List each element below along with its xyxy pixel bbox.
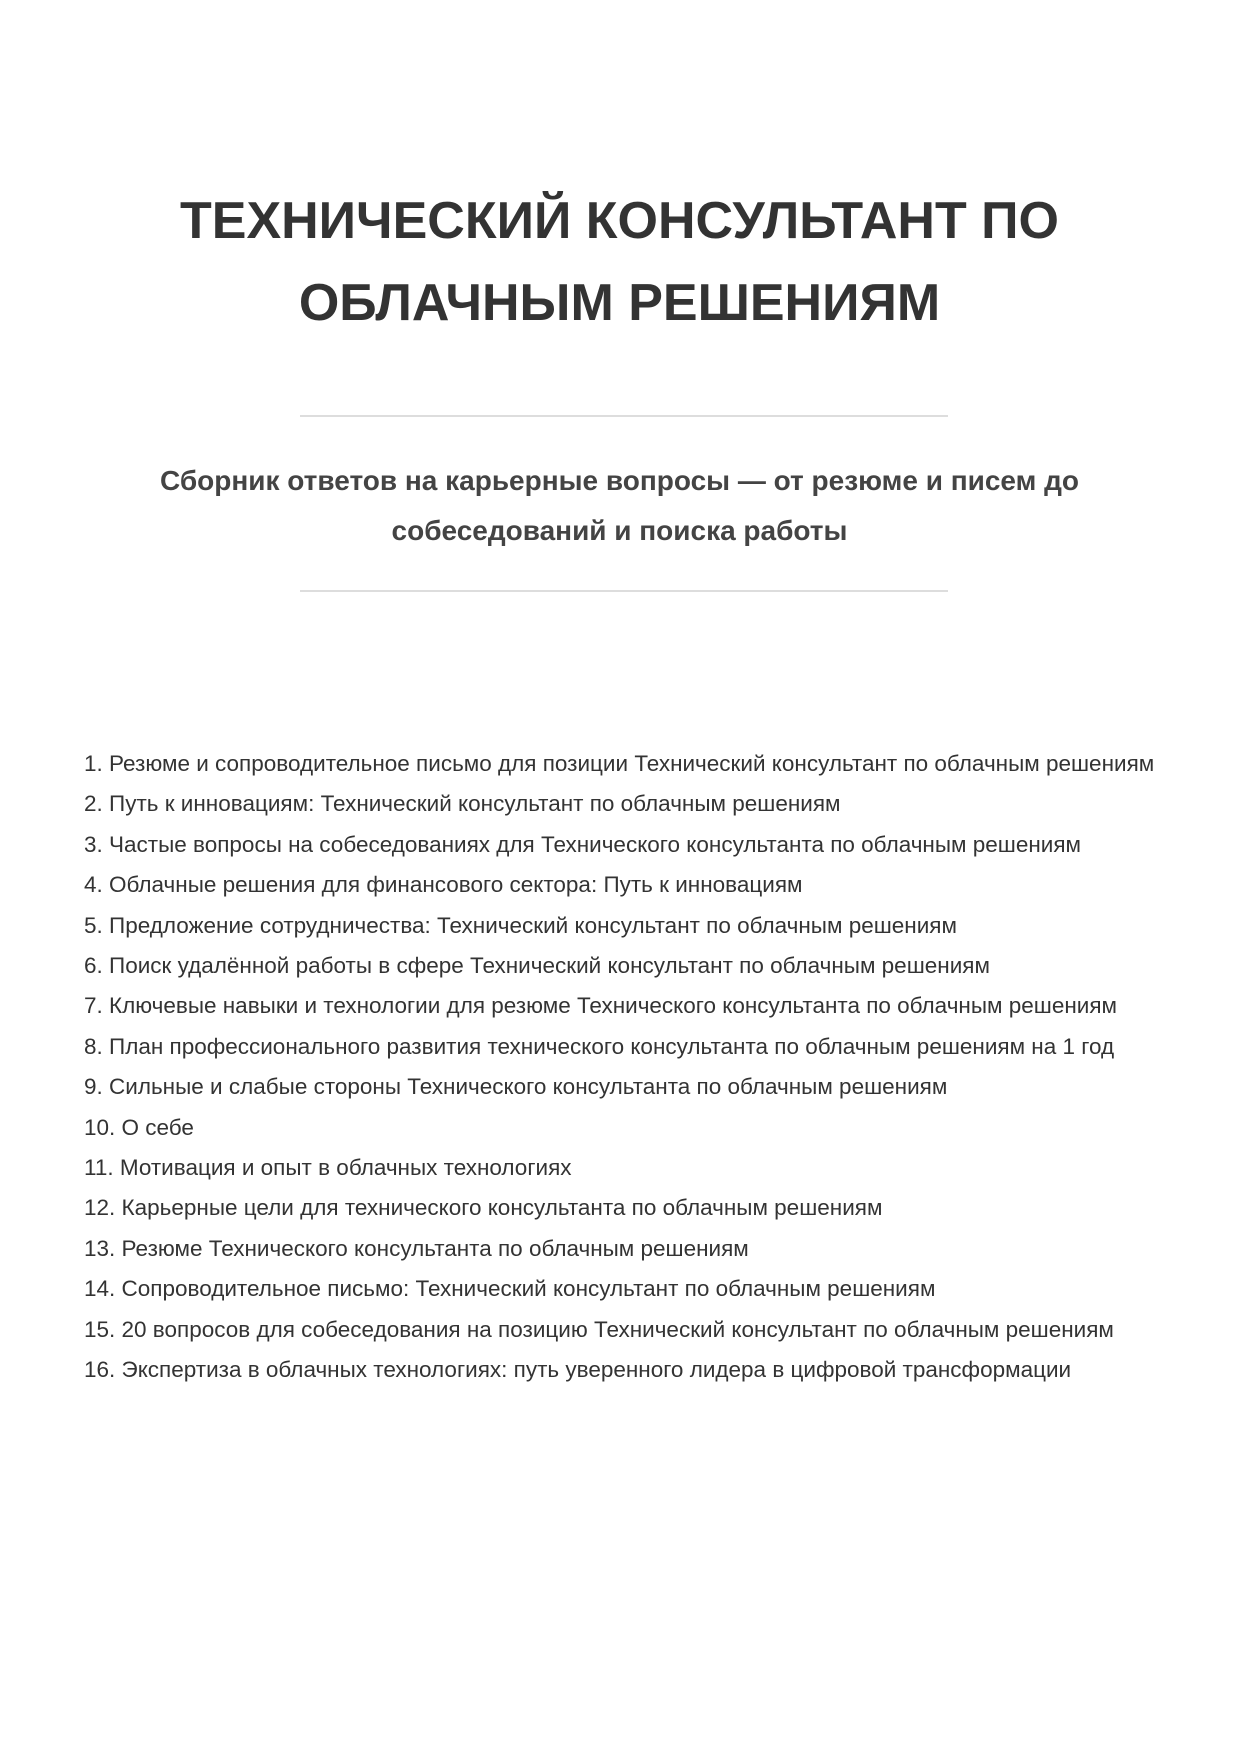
divider-bottom (300, 590, 948, 592)
document-title: ТЕХНИЧЕСКИЙ КОНСУЛЬТАНТ ПО ОБЛАЧНЫМ РЕШЕНИЯМ (180, 192, 1059, 332)
toc-item[interactable]: 13. Резюме Технического консультанта по облачным решениям (84, 1235, 749, 1261)
toc-item[interactable]: 15. 20 вопросов для собеседования на позицию Технический консультант по облачным решениям (84, 1316, 1114, 1342)
toc-item[interactable]: 6. Поиск удалённой работы в сфере Технический консультант по облачным решениям (84, 953, 990, 979)
toc-item[interactable]: 1. Резюме и сопроводительное письмо для позиции Технический консультант по облачным решениям (84, 751, 1155, 776)
toc-item[interactable]: 5. Предложение сотрудничества: Технический консультант по облачным решениям (84, 912, 957, 938)
toc-item[interactable]: 12. Карьерные цели для технического консультанта по облачным решениям (84, 1195, 883, 1221)
toc-item[interactable]: 14. Сопроводительное письмо: Технический консультант по облачным решениям (84, 1276, 936, 1302)
document-subtitle: Сборник ответов на карьерные вопросы — от резюме и писем до собеседований и поиска работы (160, 465, 1079, 546)
toc-item[interactable]: 3. Частые вопросы на собеседованиях для Технического консультанта по облачным решениям (84, 831, 1081, 857)
toc-item[interactable]: 9. Сильные и слабые стороны Технического консультанта по облачным решениям (84, 1074, 948, 1100)
toc-item[interactable]: 16. Экспертиза в облачных технологиях: путь уверенного лидера в цифровой трансформации (84, 1357, 1072, 1383)
divider-top (300, 415, 948, 417)
toc-item[interactable]: 7. Ключевые навыки и технологии для резюме Технического консультанта по облачным решениям (84, 993, 1117, 1019)
toc-item[interactable]: 4. Облачные решения для финансового сектора: Путь к инновациям (84, 872, 803, 898)
toc-item[interactable]: 2. Путь к инновациям: Технический консультант по облачным решениям (84, 791, 841, 817)
toc-item[interactable]: 11. Мотивация и опыт в облачных технологиях (84, 1155, 572, 1181)
toc-item[interactable]: 8. План профессионального развития технического консультанта по облачным решениям на 1 год (84, 1033, 1115, 1059)
toc-item[interactable]: 10. О себе (84, 1114, 194, 1140)
table-of-contents (84, 744, 1164, 1391)
